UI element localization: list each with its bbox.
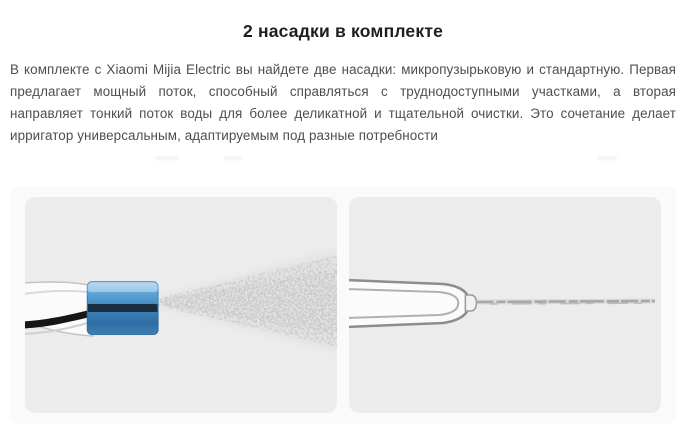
micro-bubble-nozzle-illustration: [25, 197, 337, 413]
blue-nozzle-band: [87, 281, 159, 335]
faded-text-remnant: [0, 156, 686, 162]
faded-mark: [224, 156, 242, 160]
micro-bubble-nozzle-image: [25, 197, 337, 413]
standard-nozzle-image: [349, 197, 661, 413]
nozzle-images-container: [10, 186, 676, 424]
standard-nozzle-illustration: [349, 197, 661, 413]
section-description: В комплекте с Xiaomi Mijia Electric вы найдете две насадки: микропузырьковую и стандартную. Первая предлагает мощный поток, способный справляться с труднодоступными участками, а вторая направляет тонкий поток воды для более деликатной и тщательной очистки. Это сочетание делает ирригатор универсальным, адаптируемым под разные потребности: [10, 62, 676, 143]
standard-nozzle-body: [349, 280, 476, 327]
section-title: 2 насадки в комплекте: [242, 21, 444, 41]
thin-water-stream: [476, 301, 655, 304]
wide-mist-spray: [159, 249, 337, 352]
irrigator-tube: [25, 282, 93, 336]
faded-mark: [597, 156, 617, 160]
faded-mark: [155, 156, 179, 160]
